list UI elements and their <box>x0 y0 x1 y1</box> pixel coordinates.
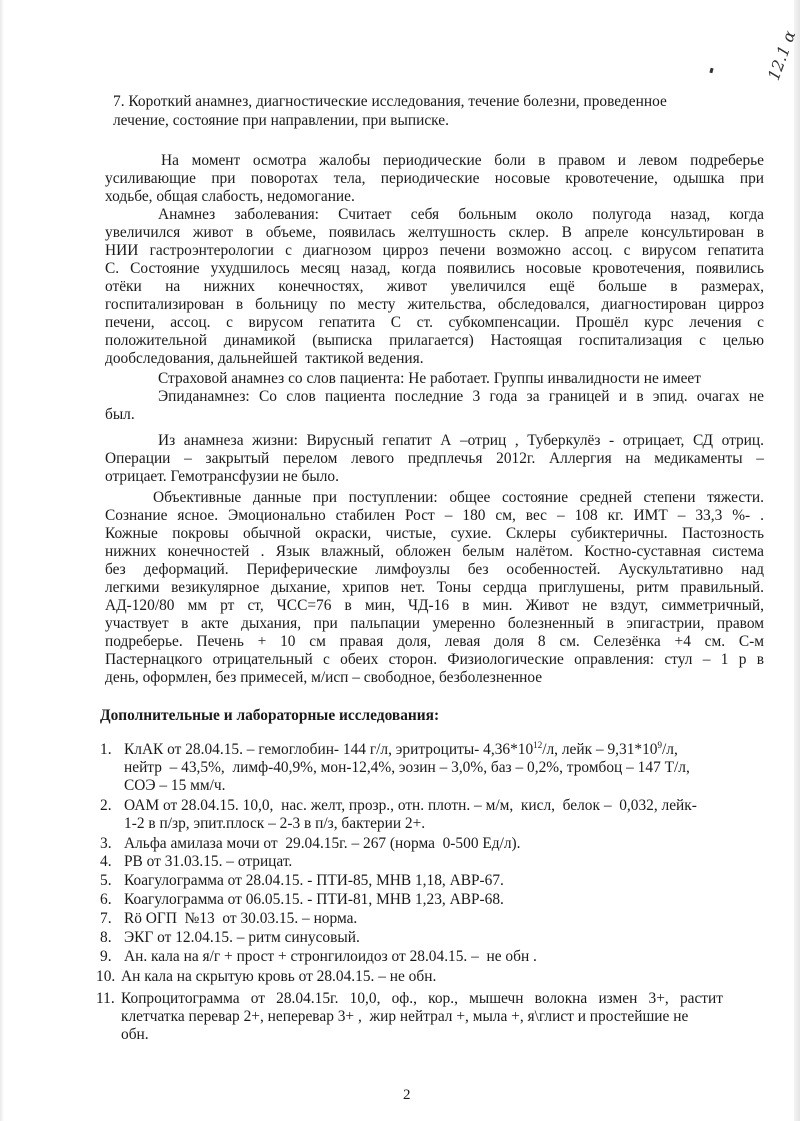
lab-item-number: 10. <box>96 968 116 985</box>
page-number: 2 <box>403 1087 411 1103</box>
text-line: НИИ гастроэнтерологии с диагнозом цирроз печени возможно ассоц. с вирусом гепатита <box>105 242 764 259</box>
text-line: Из анамнеза жизни: Вирусный гепатит А –отриц , Туберкулёз - отрицает, СД отриц. <box>158 432 764 449</box>
text-line: На момент осмотра жалобы периодические боли в правом и левом подреберье <box>161 152 764 169</box>
text-line: нижних конечностей . Язык влажный, обложен белым налётом. Костно-суставная система <box>105 543 764 560</box>
text-line: Сознание ясное. Эмоционально стабилен Рост – 180 см, вес – 108 кг. ИМТ – 33,3 %- . <box>105 507 764 524</box>
text-line: Эпиданамнез: Со слов пациента последние 3 года за границей и в эпид. очагах не <box>158 388 764 405</box>
lab-item-line: РВ от 31.03.15. – отрицат. <box>124 853 293 870</box>
text-line: увеличился живот в объеме, появилась желтушность склер. В апреле консультирован в <box>105 224 764 241</box>
margin-note-text: 12.1 <box>764 42 795 83</box>
section-heading-line: лечение, состояние при направлении, при выписке. <box>113 112 449 129</box>
text-line: Объективные данные при поступлении: общее состояние средней степени тяжести. <box>153 489 764 506</box>
text-line: подреберье. Печень + 10 см правая доля, левая доля 8 см. Селезёнка +4 см. С-м <box>105 633 764 650</box>
scan-right-edge <box>794 0 800 1121</box>
text-line: усиливающие при поворотах тела, периодические носовые кровотечение, одышка при <box>105 170 764 187</box>
lab-section-title <box>100 707 439 725</box>
lab-item-line: нейтр – 43,5%, лимф-40,9%, мон-12,4%, эозин – 3,0%, баз – 0,2%, тромбоц – 147 Т/л, <box>124 759 690 776</box>
lab-item-line: клетчатка перевар 2+, неперевар 3+ , жир нейтрал +, мыла +, я\глист и простейшие не <box>121 1008 689 1025</box>
lab-item-number: 7. <box>100 910 112 927</box>
text-line: Пастернацкого отрицательный с обеих сторон. Физиологические оправления: стул – 1 р в <box>105 651 764 668</box>
lab-item-line: Ан кала на скрытую кровь от 28.04.15. – не обн. <box>121 968 437 985</box>
superscript: 9 <box>657 739 662 750</box>
lab-item-number: 9. <box>100 948 112 965</box>
lab-item-line: Коагулограмма от 06.05.15. - ПТИ-81, МНВ 1,23, АВР-68. <box>124 891 504 908</box>
text-line: день, оформлен, без примесей, м/исп – свободное, безболезненное <box>105 669 543 686</box>
lab-item-text: /л, лейк – 9,31*10 <box>542 741 658 758</box>
text-line: С. Состояние ухудшилось месяц назад, когда появились носовые кровотечения, появились <box>105 260 764 277</box>
lab-item-text: КлАК от 28.04.15. – гемоглобин- 144 г/л, эритроциты- 4,36*10 <box>124 741 534 758</box>
text-line: положительной динамикой (выписка прилагается) Настоящая госпитализация с целью <box>105 332 764 349</box>
scan-left-edge <box>0 0 4 1121</box>
text-line: Анамнез заболевания: Считает себя больным около полугода назад, когда <box>158 206 764 223</box>
lab-item-text: /л, <box>661 741 678 758</box>
text-line: без деформаций. Периферические лимфоузлы без особенностей. Аускультативно над <box>105 561 764 578</box>
lab-item-number: 3. <box>100 835 112 852</box>
lab-item-number: 4. <box>100 853 112 870</box>
lab-item-number: 1. <box>100 741 112 758</box>
lab-item-line: Копроцитограмма от 28.04.15г. 10,0, оф., кор., мышечн волокна измен 3+, растит <box>121 990 723 1007</box>
lab-item-line: Rö ОГП №13 от 30.03.15. – норма. <box>124 910 358 927</box>
text-line: отёки на нижних конечностях, живот увеличился ещё больше в размерах, <box>105 278 764 295</box>
lab-item-line: Альфа амилаза мочи от 29.04.15г. – 267 (норма 0-500 Ед/л). <box>124 835 521 852</box>
text-line: был. <box>105 406 135 423</box>
text-line: легкими везикулярное дыхание, хрипов нет. Тоны сердца приглушены, ритм правильный. <box>105 579 764 596</box>
text-line: печени, ассоц. с вирусом гепатита С ст. субкомпенсации. Прошёл курс лечения с <box>105 314 764 331</box>
text-line: Кожные покровы обычной окраски, чистые, сухие. Склеры субиктеричны. Пастозность <box>105 525 764 542</box>
text-line: госпитализирован в больницу по месту жительства, обследовался, диагностирован цирроз <box>105 296 764 313</box>
lab-item-number: 2. <box>100 797 112 814</box>
superscript: 12 <box>533 739 543 750</box>
text-line: Страховой анамнез со слов пациента: Не работает. Группы инвалидности не имеет <box>158 370 701 387</box>
lab-item-line: ЭКГ от 12.04.15. – ритм синусовый. <box>124 929 360 946</box>
lab-item-number: 5. <box>100 872 112 889</box>
text-line: ходьбе, общая слабость, недомогание. <box>105 188 355 205</box>
margin-note-subtext: α <box>778 28 800 45</box>
lab-section-title-colon: : <box>433 707 440 724</box>
lab-item-line: 1-2 в п/зр, эпит.плоск – 2-3 в п/з, бактерии 2+. <box>124 815 426 832</box>
lab-item-line: ОАМ от 28.04.15. 10,0, нас. желт, прозр., отн. плотн. – м/м, кисл, белок – 0,032, лейк- <box>124 797 697 814</box>
lab-item-line: Ан. кала на я/г + прост + стронгилоидоз от 28.04.15. – не обн . <box>124 948 537 965</box>
ink-mark <box>709 68 713 74</box>
lab-item-line: обн. <box>121 1026 149 1043</box>
lab-item-line <box>124 741 678 759</box>
text-line: отрицает. Гемотрансфузии не было. <box>105 468 339 485</box>
lab-item-line: СОЭ – 15 мм/ч. <box>124 777 226 794</box>
lab-item-number: 8. <box>100 929 112 946</box>
lab-item-line: Коагулограмма от 28.04.15. - ПТИ-85, МНВ 1,18, АВР-67. <box>124 872 504 889</box>
text-line: дообследования, дальнейшей тактикой ведения. <box>105 350 424 367</box>
lab-item-number: 6. <box>100 891 112 908</box>
section-heading-line: 7. Короткий анамнез, диагностические исследования, течение болезни, проведенное <box>113 93 667 110</box>
lab-item-number: 11. <box>96 990 115 1007</box>
text-line: Операции – закрытый перелом левого предплечья 2012г. Аллергия на медикаменты – <box>105 450 764 467</box>
lab-section-title-text: Дополнительные и лабораторные исследования <box>100 707 434 724</box>
text-line: АД-120/80 мм рт ст, ЧСС=76 в мин, ЧД-16 в мин. Живот не вздут, симметричный, <box>105 597 764 614</box>
text-line: участвует в акте дыхания, при пальпации умеренно болезненный в эпигастрии, правом <box>105 615 764 632</box>
